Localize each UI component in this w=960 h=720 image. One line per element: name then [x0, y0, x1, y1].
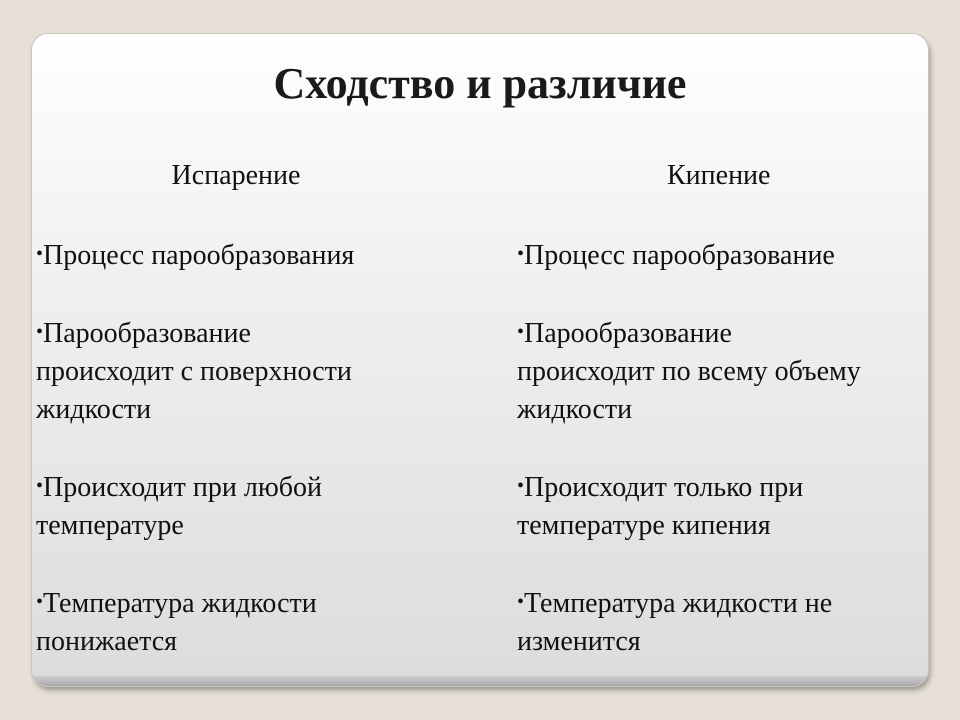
item-text: Температура жидкости не — [524, 588, 833, 619]
list-item — [36, 583, 476, 661]
item-text: понижается — [36, 626, 178, 657]
bullet-icon: • — [517, 475, 525, 497]
evaporation-column — [36, 160, 476, 661]
bullet-icon: • — [36, 321, 44, 343]
list-item — [517, 467, 917, 545]
boiling-column — [517, 160, 917, 661]
list-item — [517, 583, 917, 661]
bullet-icon: • — [36, 591, 44, 613]
item-text: Температура жидкости — [43, 588, 317, 619]
item-text: Процесс парообразование — [524, 240, 835, 271]
item-text: происходит по всему объему — [517, 356, 861, 387]
bullet-icon: • — [36, 475, 44, 497]
item-text: жидкости — [36, 394, 152, 425]
item-text: Парообразование — [524, 318, 732, 349]
list-item — [36, 235, 476, 275]
item-text: изменится — [517, 626, 641, 657]
list-item — [36, 313, 476, 429]
item-text: Процесс парообразования — [43, 240, 355, 271]
list-item — [517, 313, 917, 429]
item-text: Парообразование — [43, 318, 251, 349]
bullet-icon: • — [517, 591, 525, 613]
list-item — [36, 467, 476, 545]
boiling-header: Кипение — [667, 160, 771, 191]
bullet-icon: • — [36, 243, 44, 265]
item-text: температуре — [36, 510, 184, 541]
slide-title: Сходство и различие — [273, 59, 687, 108]
item-text: температуре кипения — [517, 510, 771, 541]
bullet-icon: • — [517, 243, 525, 265]
item-text: Происходит при любой — [43, 472, 322, 503]
item-text: жидкости — [517, 394, 633, 425]
item-text: происходит с поверхности — [36, 356, 352, 387]
list-item — [517, 235, 917, 275]
evaporation-header: Испарение — [171, 160, 301, 191]
bullet-icon: • — [517, 321, 525, 343]
item-text: Происходит только при — [524, 472, 804, 503]
